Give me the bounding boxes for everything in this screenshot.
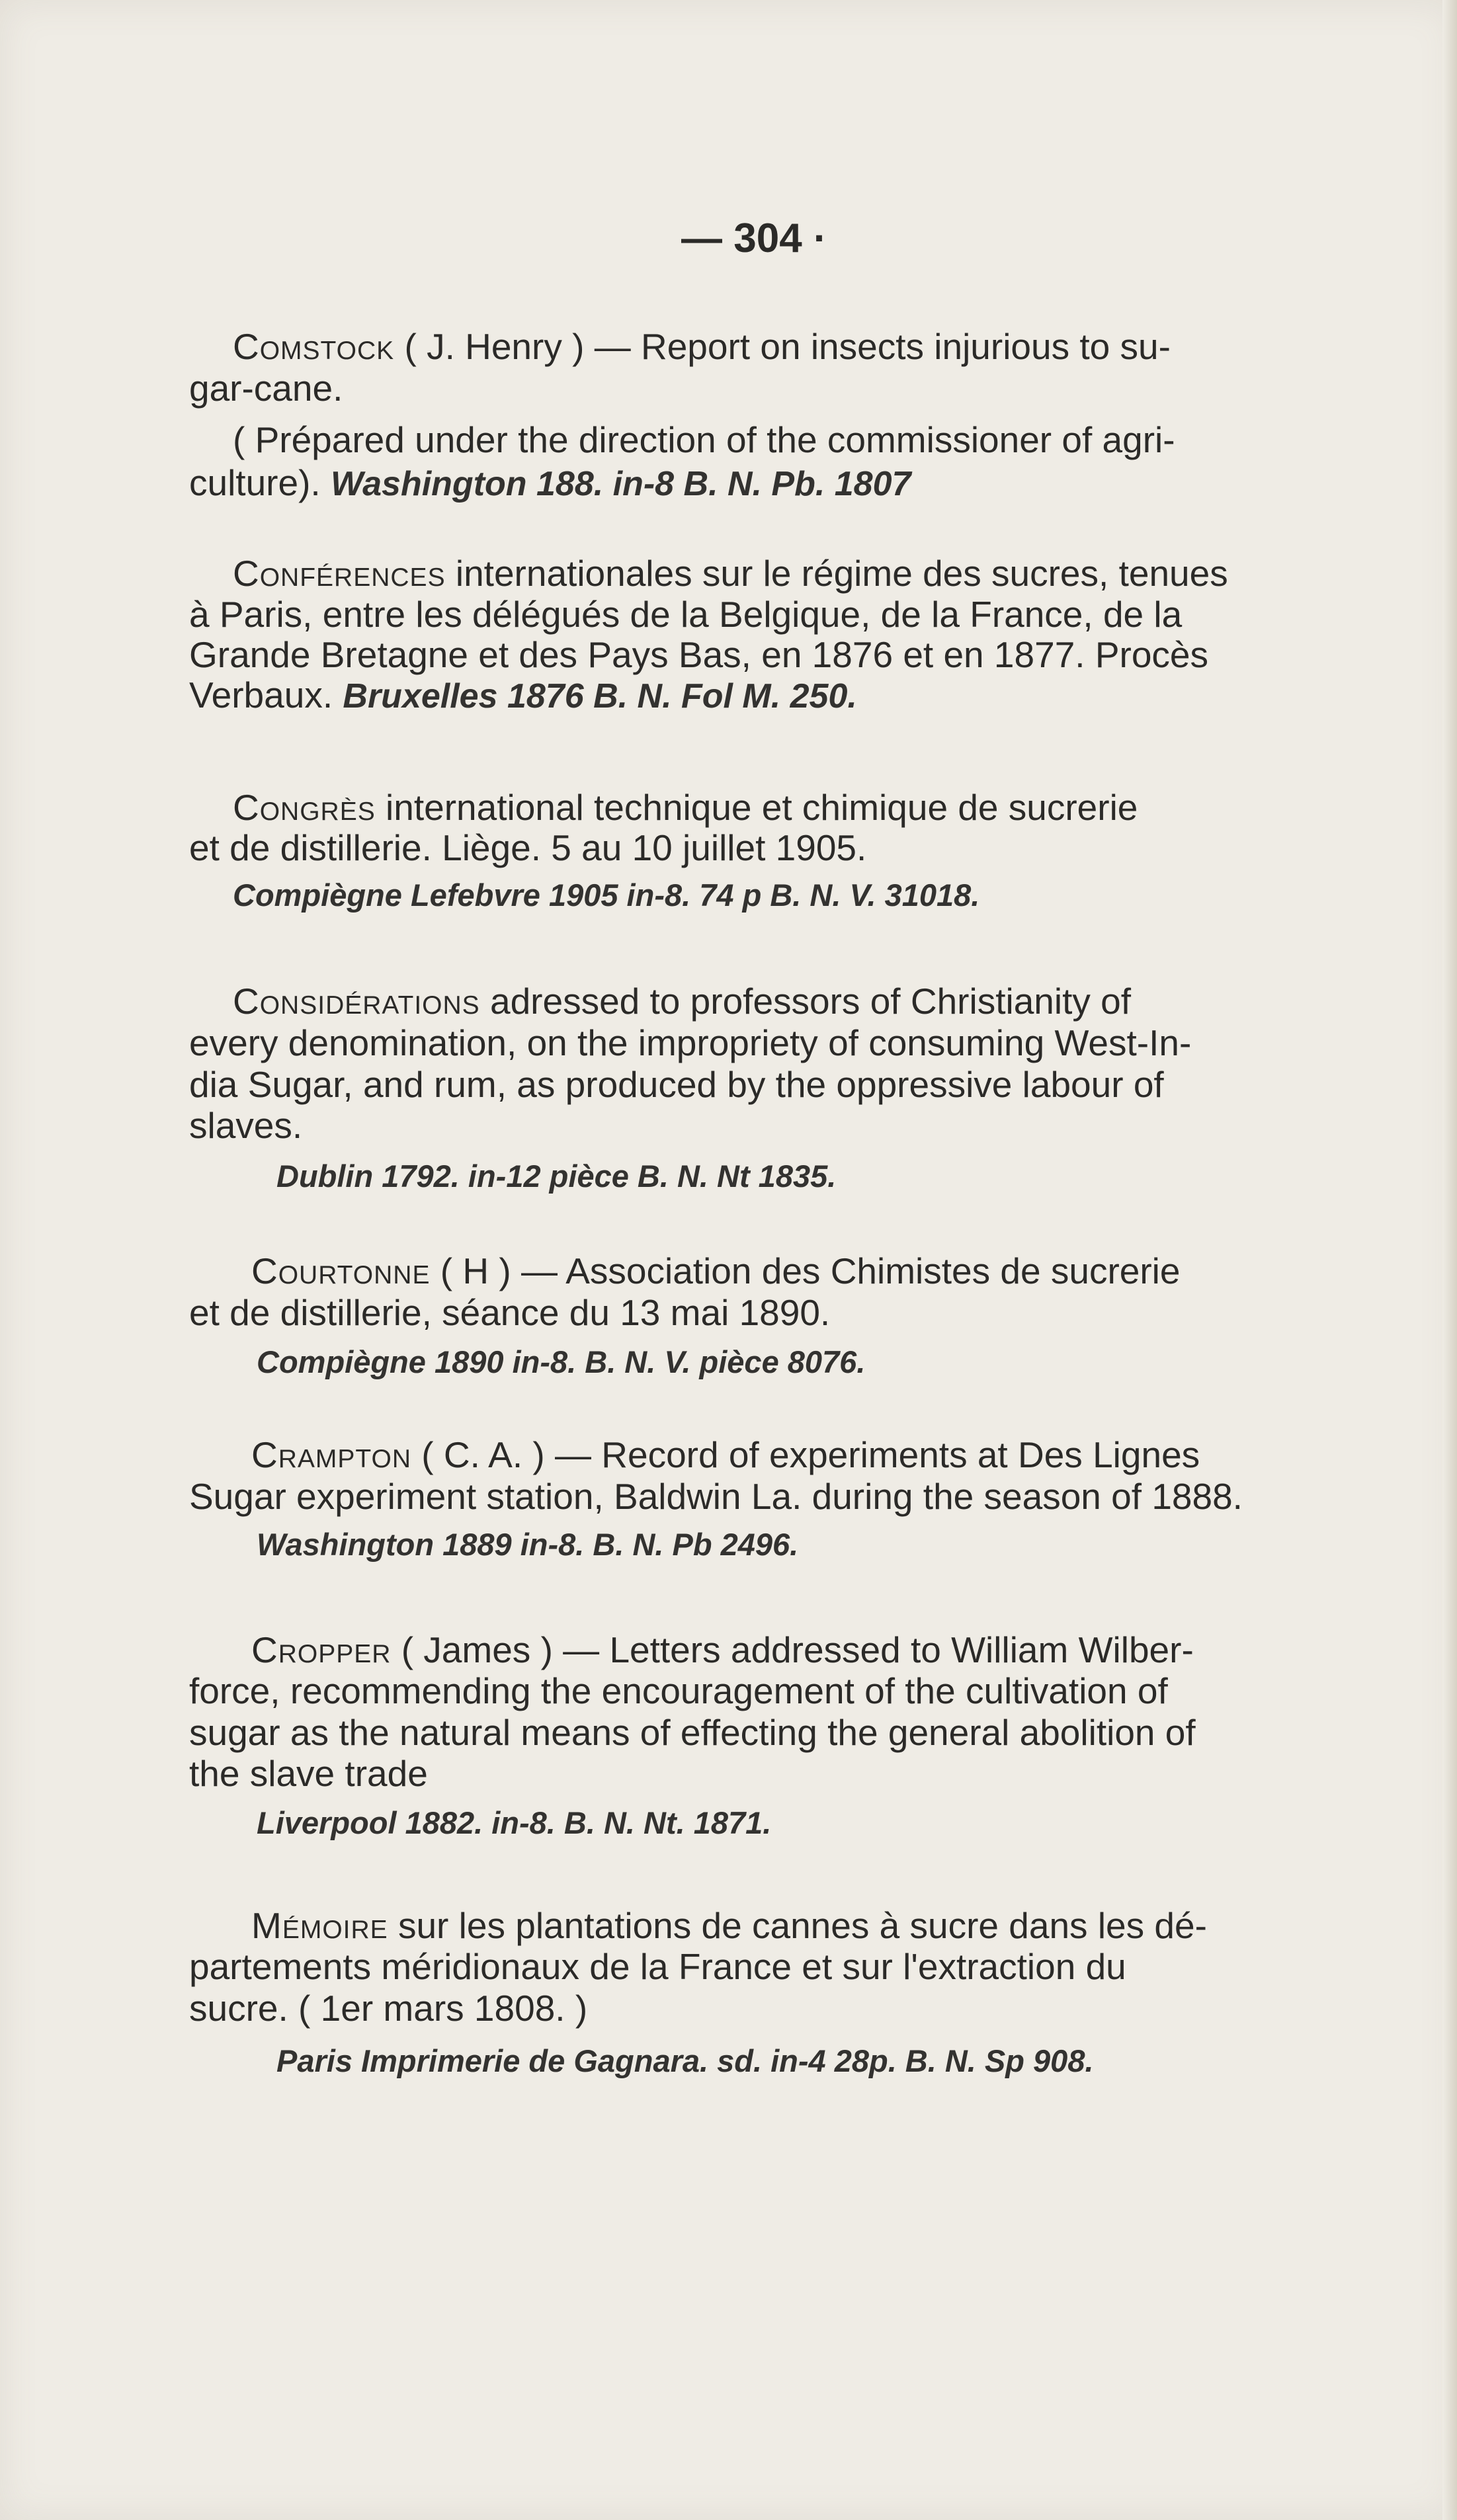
entry-conferences-head: Conférences: [233, 553, 446, 594]
entry-courtonne-line-1: [251, 1250, 1181, 1291]
entry-conferences-line-2: à Paris, entre les délégués de la Belgique, de la France, de la: [189, 594, 1183, 635]
entry-cropper-line-4: the slave trade: [189, 1753, 428, 1794]
entry-comstock-head: Comstock: [233, 326, 395, 367]
entry-crampton-text-1: ( C. A. ) — Record of experiments at Des Lignes: [411, 1434, 1200, 1475]
entry-considerations-text-1: adressed to professors of Christianity of: [479, 981, 1132, 1022]
entry-courtonne-head: Courtonne: [251, 1250, 431, 1291]
entry-comstock-line-3: ( Prépared under the direction of the commissioner of agri-: [233, 419, 1175, 460]
entry-comstock-line-4: [189, 462, 911, 503]
entry-courtonne-line-2: et de distillerie, séance du 13 mai 1890.: [189, 1292, 831, 1333]
entry-courtonne-text-1: ( H ) — Association des Chimistes de sucrerie: [430, 1250, 1181, 1291]
entry-courtonne-reference: Compiègne 1890 in-8. B. N. V. pièce 8076.: [257, 1344, 866, 1379]
entry-conferences-line-3: Grande Bretagne et des Pays Bas, en 1876 et en 1877. Procès: [189, 634, 1209, 675]
page-edge: [1442, 0, 1457, 2520]
entry-crampton-line-1: [251, 1434, 1200, 1475]
page-number: — 304 ·: [681, 216, 827, 261]
entry-crampton-reference: Washington 1889 in-8. B. N. Pb 2496.: [257, 1527, 799, 1562]
entry-comstock-text-1: ( J. Henry ) — Report on insects injurious to su-: [394, 326, 1171, 367]
entry-comstock-line-1: [233, 326, 1171, 367]
entry-congres-text-1: international technique et chimique de sucrerie: [375, 787, 1138, 828]
entry-conferences-reference: Bruxelles 1876 B. N. Fol M. 250.: [343, 677, 857, 715]
entry-cropper-line-2: force, recommending the encouragement of the cultivation of: [189, 1670, 1168, 1711]
entry-cropper-head: Cropper: [251, 1629, 392, 1670]
entry-conferences-line-1: [233, 555, 1228, 592]
entry-considerations-line-2: every denomination, on the impropriety of consuming West-In-: [189, 1022, 1192, 1063]
entry-conferences-text-1: internationales sur le régime des sucres, tenues: [445, 553, 1228, 594]
entry-considerations-reference: Dublin 1792. in-12 pièce B. N. Nt 1835.: [276, 1158, 837, 1194]
entry-comstock-reference: Washington 188. in-8 B. N. Pb. 1807: [330, 465, 911, 503]
entry-congres-head: Congrès: [233, 787, 376, 828]
entry-cropper-reference: Liverpool 1882. in-8. B. N. Nt. 1871.: [257, 1805, 772, 1840]
entry-memoire-text-1: sur les plantations de cannes à sucre dans les dé-: [388, 1905, 1207, 1946]
entry-memoire-line-1: [251, 1905, 1207, 1946]
entry-cropper-line-3: sugar as the natural means of effecting the general abolition of: [189, 1712, 1196, 1753]
entry-crampton-head: Crampton: [251, 1434, 412, 1475]
entry-considerations-line-4: slaves.: [189, 1105, 303, 1146]
entry-considerations-line-3: dia Sugar, and rum, as produced by the oppressive labour of: [189, 1064, 1164, 1105]
entry-comstock-text-4: culture).: [189, 462, 331, 503]
entry-congres-reference: Compiègne Lefebvre 1905 in-8. 74 p B. N. V. 31018.: [233, 877, 980, 913]
entry-cropper-text-1: ( James ) — Letters addressed to William Wilber-: [391, 1629, 1194, 1670]
entry-considerations-line-1: [233, 983, 1131, 1020]
entry-memoire-line-3: sucre. ( 1er mars 1808. ): [189, 1988, 588, 2029]
entry-memoire-line-2: partements méridionaux de la France et sur l'extraction du: [189, 1946, 1126, 1987]
entry-conferences-text-4: Verbaux.: [189, 674, 343, 715]
entry-memoire-reference: Paris Imprimerie de Gagnara. sd. in-4 28p. B. N. Sp 908.: [276, 2043, 1094, 2078]
entry-memoire-head: Mémoire: [251, 1905, 388, 1946]
entry-crampton-line-2: Sugar experiment station, Baldwin La. during the season of 1888.: [189, 1476, 1243, 1517]
entry-congres-line-1: [233, 787, 1138, 828]
entry-conferences-line-4: [189, 674, 857, 715]
entry-congres-line-2: et de distillerie. Liège. 5 au 10 juillet 1905.: [189, 827, 867, 868]
entry-considerations-head: Considérations: [233, 981, 480, 1022]
entry-comstock-line-2: gar-cane.: [189, 368, 343, 409]
entry-cropper-line-1: [251, 1629, 1194, 1670]
